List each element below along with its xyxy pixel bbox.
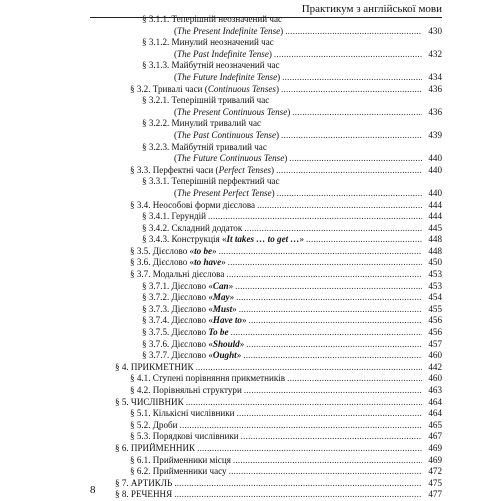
toc-entry — [0, 362, 500, 374]
toc-page-number: 469 — [428, 454, 442, 465]
toc-entry-text: § 3.7.1. Дієслово « — [142, 280, 213, 291]
toc-entry — [0, 118, 500, 130]
toc-entry-title — [142, 176, 279, 188]
toc-entry-title — [142, 223, 242, 235]
leader-dots — [226, 269, 422, 281]
leader-dots — [282, 72, 422, 84]
toc-entry-title: (The Past Continuous Tense) — [174, 129, 280, 140]
toc-entry — [0, 397, 500, 409]
toc-entry-english-term: The Future Indefinite Tense — [177, 71, 278, 82]
toc-entry-keyword: Must — [212, 303, 233, 314]
toc-entry — [0, 478, 500, 490]
leader-dots — [174, 478, 422, 490]
toc-entry-english-term: The Present Continuous Tense — [177, 106, 288, 117]
toc-entry-title — [130, 455, 231, 467]
toc-entry-text: § 6. ПРИЙМЕННИК — [115, 442, 196, 453]
toc-page-number: 456 — [428, 327, 442, 338]
toc-page-number: 455 — [428, 303, 442, 314]
toc-entry-title — [130, 420, 178, 432]
toc-entry-title — [115, 397, 184, 409]
toc-entry — [0, 385, 500, 397]
toc-entry — [0, 176, 500, 188]
toc-entry-suffix: » — [236, 350, 242, 361]
toc-entry — [0, 130, 500, 142]
toc-entry-text: § 5. ЧИСЛІВНИК — [115, 396, 184, 407]
table-of-contents — [0, 14, 500, 501]
toc-page-number: 430 — [428, 25, 442, 36]
toc-entry — [0, 234, 500, 246]
toc-entry — [0, 84, 500, 96]
toc-entry-title — [130, 246, 217, 258]
toc-entry — [0, 223, 500, 235]
toc-entry-text: § 3.3.1. Теперішній перфектний час — [142, 176, 280, 187]
toc-page-number: 472 — [428, 466, 442, 477]
toc-entry — [0, 37, 500, 49]
toc-entry-title — [130, 431, 239, 443]
toc-page-number: 440 — [428, 153, 442, 164]
toc-entry-title: (The Present Perfect Tense) — [174, 187, 275, 198]
toc-page-number: 444 — [428, 199, 442, 210]
toc-entry — [0, 188, 500, 200]
leader-dots — [249, 315, 422, 327]
toc-entry-english-term: Perfect Tenses — [218, 164, 272, 175]
leader-dots — [180, 420, 422, 432]
leader-dots — [219, 246, 422, 258]
toc-entry — [0, 489, 500, 501]
toc-entry — [0, 339, 500, 351]
toc-entry-text: § 7. АРТИКЛЬ — [115, 477, 173, 488]
toc-entry-title — [142, 211, 206, 223]
toc-entry — [0, 211, 500, 223]
toc-entry — [0, 420, 500, 432]
leader-dots — [174, 489, 422, 501]
toc-entry-text: § 3.7. Модальні дієслова — [130, 269, 225, 280]
toc-entry — [0, 165, 500, 177]
toc-entry — [0, 153, 500, 165]
toc-page-number: 436 — [428, 106, 442, 117]
toc-page-number: 453 — [428, 269, 442, 280]
toc-entry-title — [142, 281, 233, 293]
leader-dots — [235, 281, 422, 293]
leader-dots — [237, 408, 422, 420]
toc-entry-text: § 3.3. Перфектні часи ( — [130, 164, 219, 175]
toc-entry-keyword: to be — [194, 245, 213, 256]
toc-page-number: 456 — [428, 315, 442, 326]
toc-entry-text: § 3.7.3. Дієслово « — [142, 303, 213, 314]
toc-entry — [0, 26, 500, 38]
toc-entry-title — [142, 327, 229, 339]
leader-dots — [244, 223, 422, 235]
page-number: 8 — [90, 484, 96, 496]
leader-dots — [196, 362, 422, 374]
toc-entry — [0, 304, 500, 316]
toc-entry-text: § 4.2. Порівняльні структури — [130, 385, 242, 395]
leader-dots — [274, 49, 422, 61]
toc-entry-text: § 3.2.2. Минулий тривалий час — [142, 118, 262, 129]
toc-page-number: 477 — [428, 489, 442, 500]
leader-dots — [236, 292, 422, 304]
toc-entry-suffix: » — [221, 257, 226, 268]
toc-entry-suffix: » — [299, 234, 305, 245]
toc-entry-title — [130, 200, 255, 212]
toc-entry-title — [130, 466, 227, 478]
toc-page-number: 440 — [428, 164, 442, 175]
toc-entry — [0, 443, 500, 455]
toc-entry-title — [142, 234, 304, 246]
toc-entry — [0, 327, 500, 339]
toc-entry-title — [130, 408, 235, 420]
toc-entry-text: § 3.7.4. Дієслово « — [142, 315, 213, 326]
leader-dots — [241, 431, 422, 443]
toc-entry-keyword: Should — [212, 338, 240, 349]
toc-entry — [0, 95, 500, 107]
toc-entry-keyword: Can — [212, 280, 229, 291]
toc-page-number: 469 — [428, 442, 442, 453]
toc-page-number: 444 — [428, 211, 442, 222]
toc-page-number: 453 — [428, 280, 442, 291]
toc-page-number: 460 — [428, 350, 442, 361]
toc-page-number: 434 — [428, 71, 442, 82]
leader-dots — [208, 211, 422, 223]
toc-entry — [0, 455, 500, 467]
toc-entry — [0, 49, 500, 61]
leader-dots — [246, 339, 422, 351]
toc-entry — [0, 466, 500, 478]
toc-entry-english-term: The Present Indefinite Tense — [177, 25, 281, 36]
toc-entry-text: § 3.2.3. Майбутній тривалий час — [142, 141, 267, 152]
toc-entry — [0, 142, 500, 154]
toc-entry — [0, 408, 500, 420]
leader-dots — [289, 153, 422, 165]
toc-entry-title — [142, 60, 280, 72]
toc-entry — [0, 14, 500, 26]
toc-entry-title — [142, 95, 269, 107]
toc-entry-suffix: » — [241, 315, 247, 326]
toc-entry-english-term: Continuous Tenses — [207, 83, 276, 94]
toc-entry-english-term: The Past Continuous Tense — [177, 129, 276, 140]
toc-entry — [0, 257, 500, 269]
toc-entry-suffix: » — [229, 292, 235, 303]
toc-entry — [0, 315, 500, 327]
toc-entry-title — [142, 37, 274, 49]
toc-page-number: 450 — [428, 257, 442, 268]
toc-entry-title — [115, 362, 194, 374]
toc-entry-suffix: » — [232, 303, 237, 314]
toc-entry — [0, 246, 500, 258]
toc-entry-title — [142, 118, 261, 130]
leader-dots — [239, 304, 422, 316]
toc-entry-suffix: » — [212, 245, 217, 256]
leader-dots — [186, 397, 422, 409]
toc-entry-text: § 4.1. Ступені порівняння прикметників — [130, 373, 286, 384]
toc-entry-title — [115, 478, 172, 490]
toc-entry-title — [130, 165, 274, 177]
leader-dots — [229, 466, 422, 478]
toc-entry-title — [130, 84, 279, 96]
leader-dots — [243, 350, 422, 362]
toc-entry-title — [142, 339, 244, 351]
toc-entry — [0, 200, 500, 212]
toc-entry-title — [142, 315, 247, 327]
toc-entry-text: § 3.7.2. Дієслово « — [142, 292, 213, 303]
toc-entry-title: (The Future Indefinite Tense) — [174, 71, 281, 82]
toc-entry-title — [142, 14, 282, 26]
toc-entry-title: (The Present Continuous Tense) — [174, 106, 291, 117]
leader-dots — [197, 443, 422, 455]
leader-dots — [257, 200, 422, 212]
toc-entry-text: § 4. ПРИКМЕТНИК — [115, 361, 194, 372]
toc-entry-text: § 3.4.1. Герундій — [142, 211, 207, 222]
toc-entry-text: § 3.2. Тривалі часи ( — [130, 83, 208, 94]
leader-dots — [277, 188, 422, 200]
toc-entry-keyword: It takes … to get … — [226, 234, 300, 245]
toc-entry-title: (The Present Indefinite Tense) — [174, 25, 284, 36]
toc-page-number: 454 — [428, 292, 442, 303]
toc-entry-text: § 3.4.2. Складний додаток — [142, 222, 243, 233]
toc-entry-title — [115, 489, 172, 501]
toc-entry-suffix: ) — [271, 164, 275, 175]
toc-entry-suffix: ) — [275, 83, 279, 94]
toc-entry-text: § 3.6. Дієслово « — [130, 257, 195, 268]
toc-entry — [0, 292, 500, 304]
toc-page-number: 475 — [428, 477, 442, 488]
toc-page-number: 467 — [428, 431, 442, 442]
leader-dots — [231, 327, 423, 339]
toc-entry — [0, 431, 500, 443]
toc-entry-title — [115, 443, 195, 455]
toc-page-number: 445 — [428, 222, 442, 233]
toc-entry-keyword: to have — [194, 257, 222, 268]
toc-entry-title — [142, 304, 237, 316]
toc-page-number: 460 — [428, 373, 442, 384]
running-header: Практикум з англійської мови — [301, 3, 442, 15]
toc-page-number: 439 — [428, 129, 442, 140]
leader-dots — [292, 107, 422, 119]
toc-entry-text: § 5.1. Кількісні числівники — [130, 408, 235, 419]
toc-entry-title — [130, 269, 224, 281]
toc-entry-text: § 3.5. Дієслово « — [130, 245, 195, 256]
toc-entry-text: § 5.2. Дроби — [130, 419, 178, 430]
toc-entry-english-term: The Past Indefinite Tense — [177, 48, 269, 59]
toc-entry-text: § 3.1.2. Минулий неозначений час — [142, 37, 274, 48]
toc-page-number: 464 — [428, 408, 442, 419]
toc-entry-text: § 3.4. Неособові форми дієслова — [130, 199, 256, 210]
toc-entry-text: § 3.7.6. Дієслово « — [142, 338, 213, 349]
toc-entry-text: § 6.2. Прийменники часу — [130, 466, 227, 477]
leader-dots — [285, 26, 422, 38]
toc-entry-title: (The Future Continuous Tense) — [174, 153, 288, 164]
toc-page-number: 457 — [428, 338, 442, 349]
toc-page-number: 448 — [428, 245, 442, 256]
toc-page-number: 465 — [428, 419, 442, 430]
toc-entry-suffix: » — [228, 280, 234, 291]
toc-entry — [0, 269, 500, 281]
toc-entry-text: § 5.3. Порядкові числівники — [130, 431, 239, 442]
toc-entry-text: § 3.1.1. Теперішній неозначений час — [142, 14, 283, 24]
leader-dots — [233, 455, 422, 467]
leader-dots — [287, 373, 422, 385]
toc-entry — [0, 350, 500, 362]
leader-dots — [228, 257, 422, 269]
toc-entry — [0, 107, 500, 119]
toc-entry — [0, 373, 500, 385]
toc-page-number: 448 — [428, 234, 442, 245]
toc-entry-keyword: Ought — [212, 350, 237, 361]
toc-entry-text: § 3.7.5. Дієслово — [142, 327, 209, 338]
toc-entry-suffix: » — [239, 338, 245, 349]
toc-entry-text: § 8. РЕЧЕННЯ — [115, 489, 173, 500]
toc-entry — [0, 281, 500, 293]
toc-page-number: 440 — [428, 187, 442, 198]
toc-entry-keyword: May — [212, 292, 230, 303]
leader-dots — [244, 385, 422, 397]
toc-page-number: 463 — [428, 385, 442, 395]
toc-entry-keyword: Have to — [212, 315, 242, 326]
toc-page-number: 464 — [428, 396, 442, 407]
toc-page-number: 442 — [428, 361, 442, 372]
toc-entry-title — [142, 350, 241, 362]
leader-dots — [281, 130, 422, 142]
leader-dots — [281, 84, 422, 96]
toc-entry-title — [130, 373, 285, 385]
leader-dots — [306, 234, 422, 246]
toc-entry-text: § 3.2.1. Теперішній тривалий час — [142, 95, 270, 106]
toc-entry-english-term: The Future Continuous Tense — [177, 153, 285, 164]
toc-entry-title — [130, 257, 226, 269]
toc-entry-keyword: To be — [208, 327, 229, 338]
toc-entry-english-term: The Present Perfect Tense — [177, 187, 272, 198]
toc-entry-title — [130, 385, 242, 397]
toc-entry — [0, 60, 500, 72]
toc-entry-title — [142, 292, 234, 304]
toc-entry-text: § 3.7.7. Дієслово « — [142, 350, 213, 361]
leader-dots — [276, 165, 422, 177]
toc-page-number: 436 — [428, 83, 442, 94]
toc-entry-title — [142, 142, 267, 154]
toc-entry-title: (The Past Indefinite Tense) — [174, 48, 272, 59]
toc-page-number: 432 — [428, 48, 442, 59]
toc-entry-text: § 3.1.3. Майбутній неозначений час — [142, 60, 280, 71]
toc-entry-text: § 3.4.3. Конструкція « — [142, 234, 227, 245]
toc-entry-text: § 6.1. Прийменники місця — [130, 454, 231, 465]
toc-entry — [0, 72, 500, 84]
